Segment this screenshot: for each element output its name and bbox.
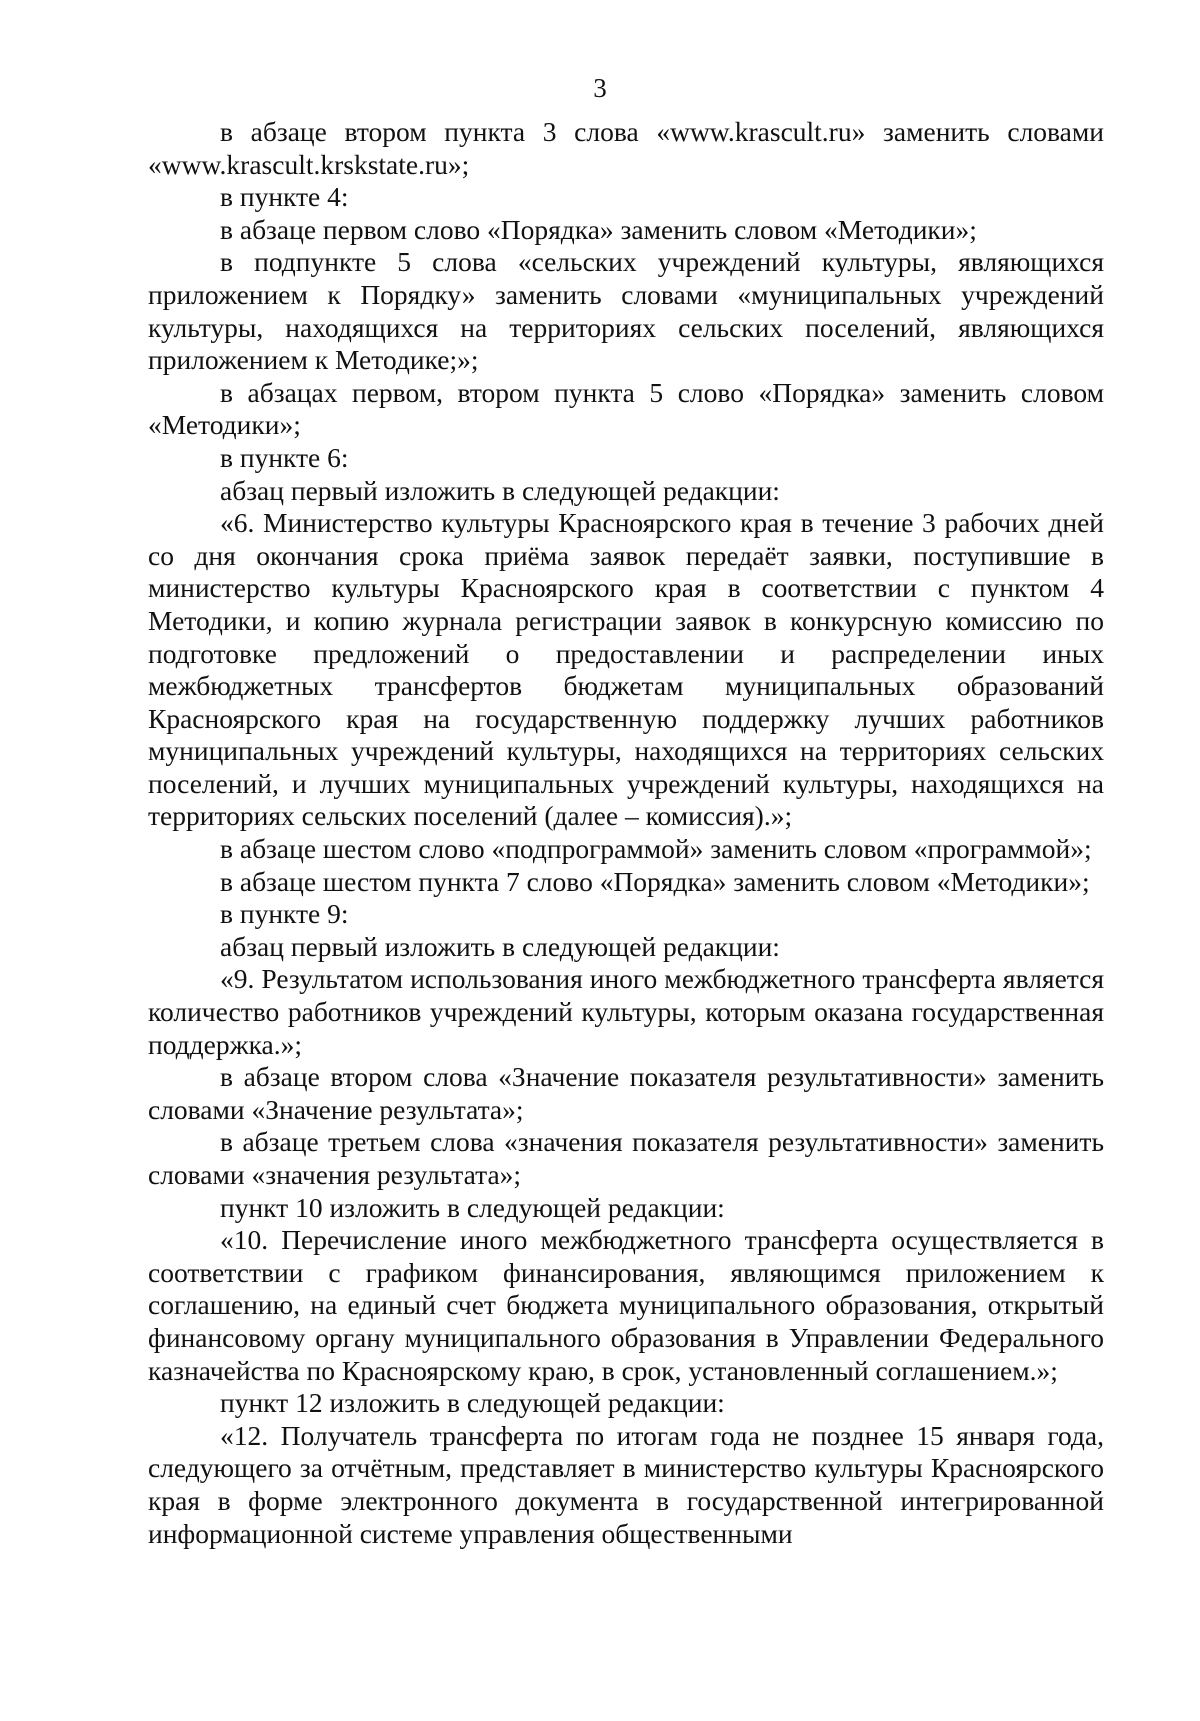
paragraph-9: в абзаце шестом слово «подпрограммой» заменить словом «программой»; [220,833,1092,865]
paragraph-8: «6. Министерство культуры Красноярского края в течение 3 рабочих дней со дня окончания срока приёма заявок передаёт заявки, поступившие в министерство культуры Красноярского края в соответствии с пунктом 4 Методики, и копию журнала регистрации заявок в конкурсную комиссию по подготовке предложений о предоставлении и распределении иных межбюджетных трансфертов бюджетам муниципальных образований Красноярского края на государственную поддержку лучших работников муниципальных учреждений культуры, находящихся на территориях сельских поселений, и лучших муниципальных учреждений культуры, находящихся на территориях сельских поселений (далее – комиссия).»; [148,507,1104,832]
paragraph-5: в абзацах первом, втором пункта 5 слово «Порядка» заменить словом «Методики»; [148,376,1104,441]
page-number: 3 [593,73,607,103]
paragraph-16: пункт 10 изложить в следующей редакции: [220,1191,725,1223]
paragraph-17: «10. Перечисление иного межбюджетного трансферта осуществляется в соответствии с графиком финансирования, являющимся приложением к соглашению, на единый счет бюджета муниципального образования, открытый финансовому органу муниципального образования в Управлении Федерального казначейства по Красноярскому краю, в срок, установленный соглашением.»; [148,1224,1104,1386]
paragraph-11: в пункте 9: [220,898,349,930]
document-body [148,116,1104,1550]
paragraph-13: «9. Результатом использования иного межбюджетного трансферта является количество работников учреждений культуры, которым оказана государственная поддержка.»; [148,963,1104,1060]
paragraph-15: в абзаце третьем слова «значения показателя результативности» заменить словами «значения результата»; [148,1126,1104,1190]
paragraph-6: в пункте 6: [220,441,349,473]
paragraph-10: в абзаце шестом пункта 7 слово «Порядка» заменить словом «Методики»; [220,865,1090,897]
paragraph-19: «12. Получатель трансферта по итогам года не позднее 15 января года, следующего за отчётным, представляет в министерство культуры Красноярского края в форме электронного документа в государственной интегрированной информационной системе управления общественными [148,1419,1104,1549]
paragraph-4: в подпункте 5 слова «сельских учреждений культуры, являющихся приложением к Порядку» заменить словами «муниципальных учреждений культуры, находящихся на территориях сельских поселений, являющихся приложением к Методике;»; [148,246,1104,376]
paragraph-14: в абзаце втором слова «Значение показателя результативности» заменить словами «Значение результата»; [148,1061,1104,1125]
paragraph-18: пункт 12 изложить в следующей редакции: [220,1387,725,1419]
paragraph-1: в абзаце втором пункта 3 слова «www.krascult.ru» заменить словами «www.krascult.krskstate.ru»; [148,116,1104,180]
paragraph-2: в пункте 4: [220,181,349,213]
paragraph-3: в абзаце первом слово «Порядка» заменить словом «Методики»; [220,213,977,245]
paragraph-12: абзац первый изложить в следующей редакции: [220,930,780,962]
paragraph-7: абзац первый изложить в следующей редакции: [220,474,780,506]
